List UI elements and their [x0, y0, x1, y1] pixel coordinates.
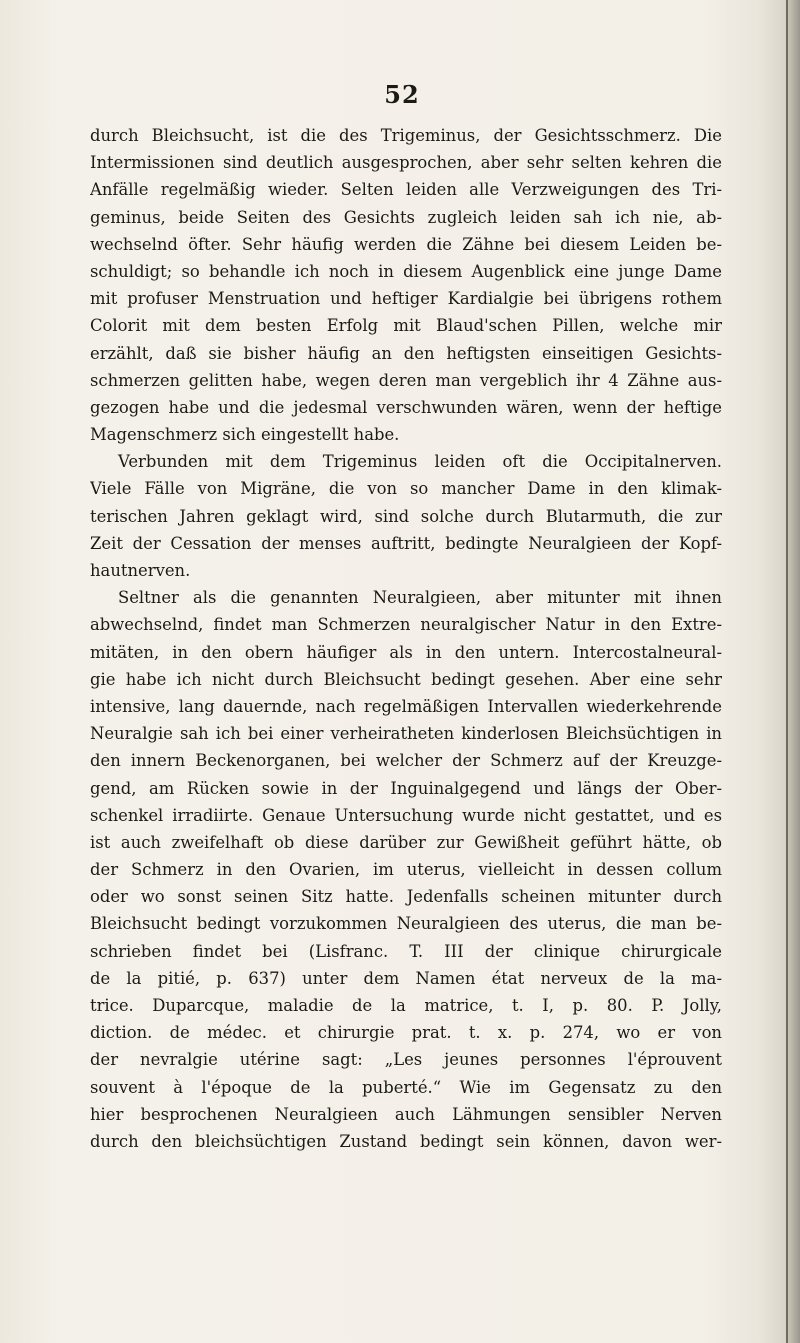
text-line: oder wo sonst seinen Sitz hatte. Jedenfalls scheinen mitunter durch [90, 887, 722, 907]
text-line: Neuralgie sah ich bei einer verheiratheten kinderlosen Bleichsüchtigen in [90, 724, 722, 744]
text-line: Magenschmerz sich eingestellt habe. [90, 425, 400, 445]
text-line: de la pitié, p. 637) unter dem Namen état nerveux de la ma- [90, 968, 722, 988]
text-line: mitäten, in den obern häufiger als in den untern. Intercostalneural- [90, 642, 722, 662]
text-line: schenkel irradiirte. Genaue Untersuchung wurde nicht gestattet, und es [90, 805, 722, 825]
text-line: schuldigt; so behandle ich noch in diesem Augenblick eine junge Dame [90, 261, 722, 281]
text-line: durch Bleichsucht, ist die des Trigeminus, der Gesichtsschmerz. Die [90, 126, 722, 145]
text-line: souvent à l'époque de la puberté.“ Wie im Gegensatz zu den [90, 1077, 722, 1097]
text-line: mit profuser Menstruation und heftiger Kardialgie bei übrigens rothem [90, 289, 722, 309]
text-line: gezogen habe und die jedesmal verschwunden wären, wenn der heftige [90, 397, 722, 417]
text-line: Verbunden mit dem Trigeminus leiden oft die Occipitalnerven. [118, 452, 722, 472]
text-line: terischen Jahren geklagt wird, sind solche durch Blutarmuth, die zur [90, 506, 722, 526]
text-line: ist auch zweifelhaft ob diese darüber zur Gewißheit geführt hätte, ob [90, 832, 722, 852]
body-text [90, 122, 722, 1155]
text-line: Intermissionen sind deutlich ausgesprochen, aber sehr selten kehren die [90, 153, 722, 173]
text-line: der Schmerz in den Ovarien, im uterus, vielleicht in dessen collum [90, 860, 722, 880]
text-line: wechselnd öfter. Sehr häufig werden die Zähne bei diesem Leiden be- [90, 234, 722, 254]
text-line: geminus, beide Seiten des Gesichts zugleich leiden sah ich nie, ab- [90, 207, 722, 227]
text-line: hier besprochenen Neuralgieen auch Lähmungen sensibler Nerven [90, 1104, 722, 1124]
text-line: hautnerven. [90, 561, 191, 580]
text-line: den innern Beckenorganen, bei welcher der Schmerz auf der Kreuzge- [90, 751, 722, 771]
text-line: diction. de médec. et chirurgie prat. t. x. p. 274, wo er von [90, 1023, 722, 1043]
text-line: intensive, lang dauernde, nach regelmäßigen Intervallen wiederkehrende [90, 696, 722, 716]
text-line: Bleichsucht bedingt vorzukommen Neuralgieen des uterus, die man be- [90, 914, 722, 934]
text-line: schmerzen gelitten habe, wegen deren man vergeblich ihr 4 Zähne aus- [90, 370, 722, 390]
text-line: Zeit der Cessation der menses auftritt, bedingte Neuralgieen der Kopf- [90, 533, 722, 553]
page-number: 52 [384, 80, 420, 109]
page-edge-line [786, 0, 788, 1343]
text-line: schrieben findet bei (Lisfranc. T. III der clinique chirurgicale [90, 941, 722, 961]
text-line: durch den bleichsüchtigen Zustand bedingt sein können, davon wer- [90, 1131, 722, 1151]
text-line: der nevralgie utérine sagt: „Les jeunes personnes l'éprouvent [90, 1050, 722, 1070]
text-line: gie habe ich nicht durch Bleichsucht bedingt gesehen. Aber eine sehr [90, 669, 722, 689]
text-line: Viele Fälle von Migräne, die von so mancher Dame in den klimak- [90, 479, 722, 499]
text-line: abwechselnd, findet man Schmerzen neuralgischer Natur in den Extre- [90, 615, 722, 635]
page-edge-shadow [786, 0, 800, 1343]
text-line: trice. Duparcque, maladie de la matrice, t. I, p. 80. P. Jolly, [90, 996, 722, 1015]
text-line: Seltner als die genannten Neuralgieen, aber mitunter mit ihnen [118, 588, 722, 608]
text-line: erzählt, daß sie bisher häufig an den heftigsten einseitigen Gesichts- [90, 343, 722, 363]
text-line: Colorit mit dem besten Erfolg mit Blaud'schen Pillen, welche mir [90, 316, 722, 336]
text-line: Anfälle regelmäßig wieder. Selten leiden alle Verzweigungen des Tri- [90, 180, 722, 200]
text-line: gend, am Rücken sowie in der Inguinalgegend und längs der Ober- [90, 778, 722, 798]
